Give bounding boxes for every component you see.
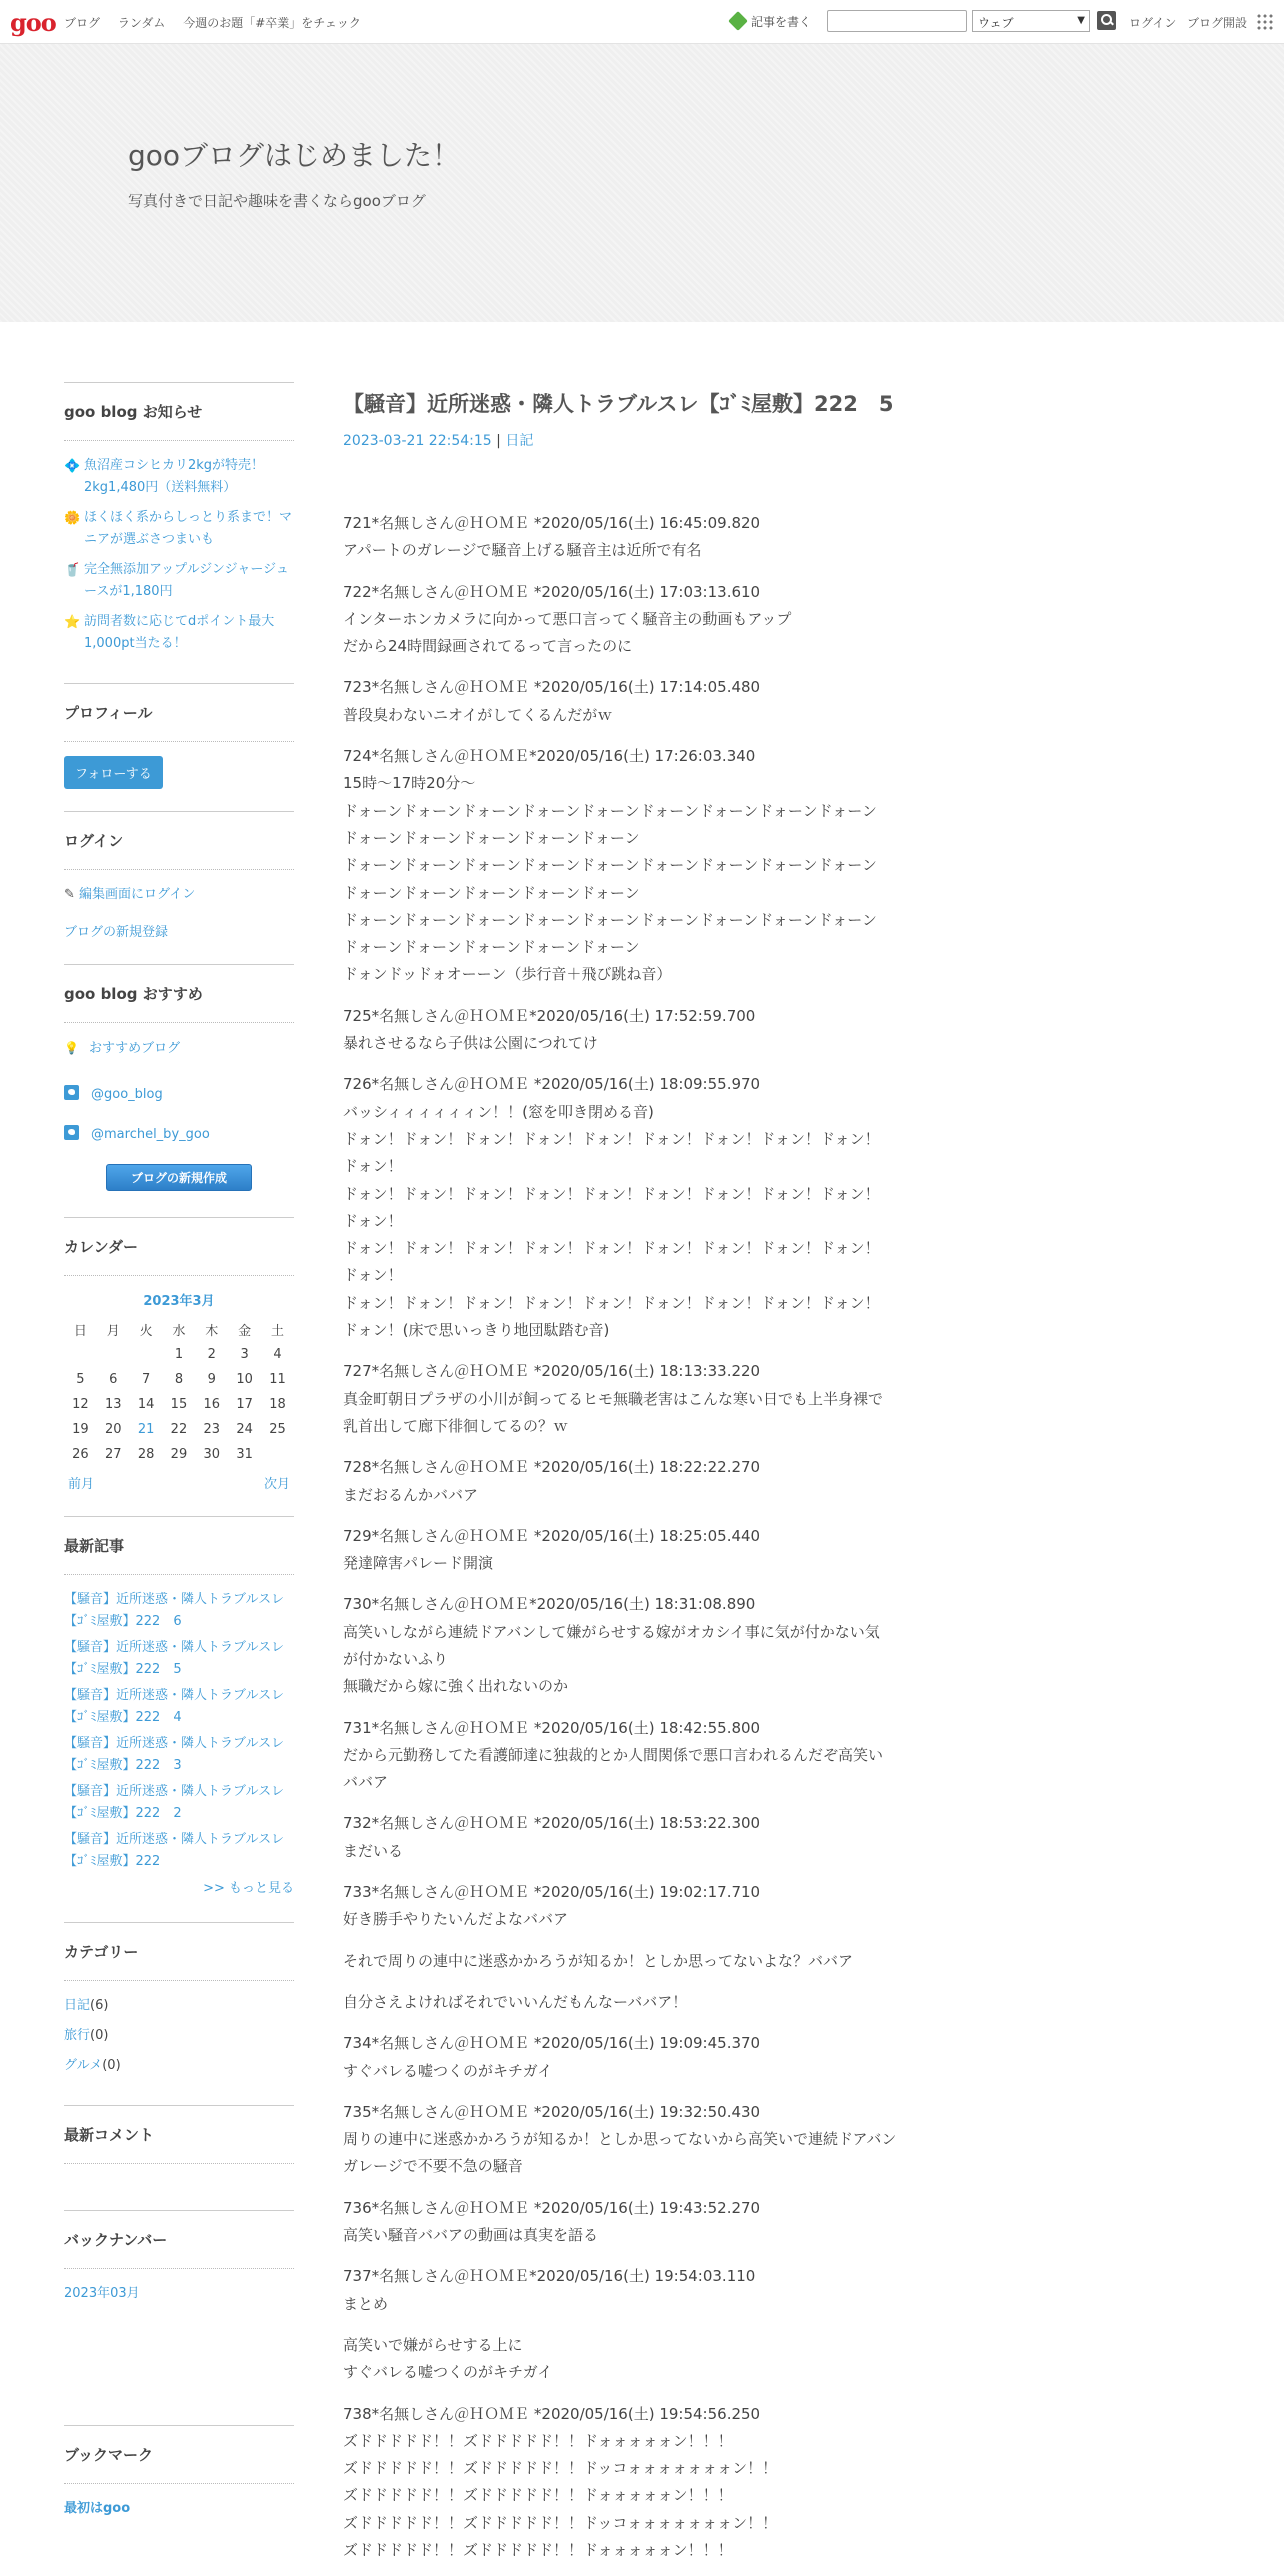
- post-line: ズドドドドド！！ズドドドドド！！ドッコォォォォォォォン！！: [343, 2459, 778, 2478]
- day-cell: 29: [170, 1447, 188, 1462]
- post-line: 722*名無しさん＠ＨＯＭＥ *2020/05/16(土) 17:03:13.610: [343, 582, 761, 601]
- post-line: ドォン！ドォン！ドォン！ドォン！ドォン！ドォン！ドォン！ドォン！ドォン！: [343, 1129, 880, 1148]
- pen-icon: [728, 11, 748, 31]
- post-paragraph: [343, 2099, 943, 2181]
- recent-post-link[interactable]: 【騒音】近所迷惑・隣人トラブルスレ【ｺﾞﾐ屋敷】222 5: [64, 1640, 285, 1677]
- post-line: 725*名無しさん＠ＨＯＭＥ*2020/05/16(土) 17:52:59.700: [343, 1006, 756, 1025]
- post-line: ドォーンドォーンドォーンドォーンドォーン: [343, 828, 640, 847]
- profile-section: [64, 683, 294, 811]
- category-link[interactable]: 日記: [64, 1998, 91, 2013]
- new-blog-button[interactable]: ブログの新規作成: [106, 1164, 252, 1191]
- search-scope-select[interactable]: [972, 10, 1090, 32]
- post-paragraph: [343, 674, 943, 729]
- bookmark-section: [64, 2425, 294, 2520]
- post-line: 高笑いで嫌がらせする上に: [343, 2335, 523, 2354]
- post-line: ドォーンドォーンドォーンドォーンドォーンドォーンドォーンドォーンドォーン: [343, 801, 877, 820]
- calendar-nav: [64, 1467, 294, 1516]
- bookmark-link[interactable]: 最初はgoo: [64, 2501, 131, 2516]
- day-cell: 24: [236, 1422, 253, 1437]
- notice-item[interactable]: [64, 559, 294, 603]
- post-line: ババア: [343, 1773, 389, 1792]
- follow-button[interactable]: フォローする: [64, 756, 163, 789]
- post-line: 726*名無しさん＠ＨＯＭＥ *2020/05/16(土) 18:09:55.970: [343, 1075, 761, 1094]
- post-line: ドォーンドォーンドォーンドォーンドォーン: [343, 938, 640, 957]
- notice-item[interactable]: [64, 611, 294, 655]
- star-icon: ⭐: [64, 615, 81, 630]
- day-cell: 27: [104, 1447, 122, 1462]
- calendar-table: [64, 1317, 294, 1467]
- post-line: 高笑い騒音ババアの動画は真実を語る: [343, 2226, 599, 2245]
- post-line: ドォーンドォーンドォーンドォーンドォーンドォーンドォーンドォーンドォーン: [343, 856, 877, 875]
- twitter-icon: [64, 1085, 79, 1100]
- recent-comments-section: [64, 2105, 294, 2164]
- day-cell: 20: [104, 1422, 122, 1437]
- post-line: 729*名無しさん＠ＨＯＭＥ *2020/05/16(土) 18:25:05.440: [343, 1526, 761, 1545]
- calendar-week-row: [64, 1417, 294, 1442]
- open-blog-link[interactable]: ブログ開設: [1187, 16, 1248, 30]
- post-line: 738*名無しさん＠ＨＯＭＥ *2020/05/16(土) 19:54:56.250: [343, 2404, 761, 2423]
- category-item: [64, 2055, 294, 2077]
- post-line: 731*名無しさん＠ＨＯＭＥ *2020/05/16(土) 18:42:55.800: [343, 1718, 761, 1737]
- post-line: バッシィィィィィィン！！(窓を叩き閉める音): [343, 1102, 654, 1121]
- post-line: 暴れさせるなら子供は公園につれてけ: [343, 1034, 598, 1053]
- login-section: [64, 811, 294, 944]
- blog-header: [0, 44, 1284, 322]
- post-line: 723*名無しさん＠ＨＯＭＥ *2020/05/16(土) 17:14:05.480: [343, 678, 761, 697]
- post-paragraph: [343, 2263, 943, 2318]
- post-paragraph: [343, 2332, 943, 2387]
- calendar-prev-link[interactable]: 前月: [68, 1477, 95, 1492]
- post-line: 発達障害パレード開演: [343, 1554, 494, 1573]
- notice-section: [64, 382, 294, 655]
- calendar-week-row: [64, 1342, 294, 1367]
- backnumber-link[interactable]: 2023年03月: [64, 2286, 140, 2301]
- post-line: が付かないふり: [343, 1649, 449, 1668]
- post-line: だから24時間録画されてるって言ったのに: [343, 637, 633, 656]
- notice-item[interactable]: [64, 455, 294, 499]
- post-line: すぐバレる嘘つくのがキチガイ: [343, 2061, 553, 2080]
- post-line: 734*名無しさん＠ＨＯＭＥ *2020/05/16(土) 19:09:45.370: [343, 2034, 761, 2053]
- post-line: ドォン！ドォン！ドォン！ドォン！ドォン！ドォン！ドォン！ドォン！ドォン！: [343, 1293, 880, 1312]
- post-category-link[interactable]: 日記: [505, 433, 534, 449]
- profile-heading: プロフィール: [64, 684, 294, 742]
- day-cell: 6: [109, 1372, 118, 1387]
- day-cell: 25: [269, 1422, 286, 1437]
- weekday-cell: 月: [106, 1324, 120, 1339]
- search-input[interactable]: [827, 10, 967, 32]
- backnumber-heading: バックナンバー: [64, 2211, 294, 2269]
- post-paragraph: [343, 510, 943, 565]
- weekday-cell: 木: [205, 1324, 219, 1339]
- backnumber-section: [64, 2210, 294, 2305]
- apps-grid-icon[interactable]: [1256, 13, 1274, 31]
- post-line: ドォン！: [343, 1211, 403, 1230]
- post-paragraph: [343, 2030, 943, 2085]
- post-line: それで周りの連中に迷惑かかろうが知るか！としか思ってないよな？ババア: [343, 1951, 854, 1970]
- day-cell: 7: [141, 1372, 151, 1387]
- post-line: 733*名無しさん＠ＨＯＭＥ *2020/05/16(土) 19:02:17.710: [343, 1883, 761, 1902]
- post-paragraph: [343, 1591, 943, 1700]
- post-line: ドォンドッドォオーーン（歩行音＋飛び跳ね音）: [343, 965, 672, 984]
- bookmark-heading: ブックマーク: [64, 2426, 294, 2484]
- diamond-icon: 💠: [64, 459, 81, 474]
- notice-item[interactable]: [64, 507, 294, 551]
- post-title[interactable]: 【騒音】近所迷惑・隣人トラブルスレ【ｺﾞﾐ屋敷】222 5: [343, 392, 894, 416]
- post-line: 730*名無しさん＠ＨＯＭＥ*2020/05/16(土) 18:31:08.890: [343, 1595, 756, 1614]
- post-paragraph: [343, 579, 943, 661]
- day-cell: 10: [236, 1372, 253, 1387]
- category-section: [64, 1922, 294, 2077]
- post-paragraph: [343, 1523, 943, 1578]
- post-line: 735*名無しさん＠ＨＯＭＥ *2020/05/16(土) 19:32:50.430: [343, 2102, 761, 2121]
- recent-post-link[interactable]: 【騒音】近所迷惑・隣人トラブルスレ【ｺﾞﾐ屋敷】222: [64, 1832, 285, 1869]
- day-cell: 22: [170, 1422, 188, 1437]
- day-cell: 2: [207, 1347, 216, 1362]
- top-nav: [64, 14, 375, 31]
- recent-posts-section: [64, 1516, 294, 1896]
- login-heading: ログイン: [64, 812, 294, 870]
- day-cell: 11: [269, 1372, 286, 1387]
- post-paragraph: [343, 1003, 943, 1058]
- post-line: ドォン！: [343, 1266, 403, 1285]
- calendar-heading: カレンダー: [64, 1218, 294, 1276]
- meta-separator: |: [496, 433, 506, 449]
- recommend-item[interactable]: [64, 1124, 294, 1146]
- recommend-section: [64, 964, 294, 1191]
- day-cell: 8: [174, 1372, 184, 1387]
- lightbulb-icon: 💡: [64, 1041, 79, 1055]
- day-cell: [64, 1342, 97, 1367]
- flower-icon: 🌼: [64, 511, 81, 526]
- day-cell: 3: [240, 1347, 249, 1362]
- sidebar: [64, 382, 294, 2528]
- more-posts-link[interactable]: >> もっと見る: [203, 1881, 294, 1896]
- day-cell: 4: [273, 1347, 282, 1362]
- post-line: まとめ: [343, 2294, 389, 2313]
- category-link[interactable]: 旅行: [64, 2028, 91, 2043]
- goo-blog-twitter-link[interactable]: @goo_blog: [91, 1087, 163, 1102]
- calendar-next-link[interactable]: 次月: [263, 1477, 290, 1492]
- search-button[interactable]: [1097, 11, 1116, 30]
- post-line: ズドドドドド！！ズドドドドド！！ドッコォォォォォォォン！！: [343, 2513, 778, 2532]
- post-line: ドォン！ドォン！ドォン！ドォン！ドォン！ドォン！ドォン！ドォン！ドォン！: [343, 1239, 880, 1258]
- calendar-week-row: [64, 1367, 294, 1392]
- post-line: ドォン！(床で思いっきり地団駄踏む音): [343, 1321, 610, 1340]
- nav-weekly-topic[interactable]: 今週のお題「#卒業」をチェック: [183, 16, 361, 30]
- day-cell: 13: [104, 1397, 122, 1412]
- post-line: まだおるんかババア: [343, 1485, 479, 1504]
- notice-heading: goo blog お知らせ: [64, 383, 294, 441]
- day-cell: 12: [72, 1397, 89, 1412]
- post-line: 728*名無しさん＠ＨＯＭＥ *2020/05/16(土) 18:22:22.270: [343, 1458, 761, 1477]
- day-cell: [97, 1342, 130, 1367]
- notice-link[interactable]: 完全無添加アップルジンジャージュースが1,180円: [84, 562, 289, 599]
- recent-post-link[interactable]: 【騒音】近所迷惑・隣人トラブルスレ【ｺﾞﾐ屋敷】222 3: [64, 1736, 285, 1773]
- post-body: [343, 510, 943, 2564]
- post-paragraph: [343, 1715, 943, 1797]
- post-line: 真金町朝日プラザの小川が飼ってるヒモ無職老害はこんな寒い日でも上半身裸で: [343, 1389, 884, 1408]
- post-line: ズドドドドド！！ズドドドドド！！ドォォォォォン！！！: [343, 2486, 733, 2505]
- notice-link[interactable]: 魚沼産コシヒカリ2kgが特売！2kg1,480円（送料無料）: [84, 458, 265, 495]
- edit-login-label: 編集画面にログイン: [79, 887, 196, 902]
- post-line: ドォーンドォーンドォーンドォーンドォーン: [343, 883, 640, 902]
- day-cell: [130, 1342, 163, 1367]
- notice-link[interactable]: ほくほく系からしっとり系まで！マニアが選ぶさつまいも: [84, 510, 293, 547]
- recommend-blogs-link[interactable]: おすすめブログ: [88, 1041, 181, 1056]
- post-line: 732*名無しさん＠ＨＯＭＥ *2020/05/16(土) 18:53:22.300: [343, 1814, 761, 1833]
- weekday-cell: 水: [172, 1324, 186, 1339]
- post-paragraph: [343, 2401, 943, 2565]
- drink-icon: 🥤: [64, 563, 81, 578]
- category-count: (0): [102, 2058, 121, 2073]
- post-paragraph: [343, 1454, 943, 1509]
- recent-post-link[interactable]: 【騒音】近所迷惑・隣人トラブルスレ【ｺﾞﾐ屋敷】222 6: [64, 1592, 285, 1629]
- post-date[interactable]: 2023-03-21 22:54:15: [343, 433, 492, 449]
- weekday-cell: 日: [73, 1324, 87, 1339]
- category-item: [64, 2025, 294, 2047]
- nav-blog[interactable]: ブログ: [64, 16, 101, 30]
- day-cell: 23: [203, 1422, 221, 1437]
- recent-post-link[interactable]: 【騒音】近所迷惑・隣人トラブルスレ【ｺﾞﾐ屋敷】222 2: [64, 1784, 285, 1821]
- post-meta: [343, 430, 943, 450]
- day-cell: 28: [137, 1447, 155, 1462]
- calendar-section: [64, 1217, 294, 1516]
- post-paragraph: [343, 1071, 943, 1344]
- day-cell: 17: [236, 1397, 253, 1412]
- post-line: 高笑いしながら連続ドアバンして嫌がらせする嫁がオカシイ事に気が付かない気: [343, 1622, 880, 1641]
- day-cell: 26: [72, 1447, 89, 1462]
- post-line: 乳首出して廊下徘徊してるの？ｗ: [343, 1416, 569, 1435]
- weekday-cell: 金: [238, 1324, 252, 1339]
- post-line: だから元勤務してた看護師達に独裁的とか人間関係で悪口言われるんだぞ高笑い: [343, 1745, 884, 1764]
- calendar-week-row: [64, 1392, 294, 1417]
- category-heading: カテゴリー: [64, 1923, 294, 1981]
- recommend-heading: goo blog おすすめ: [64, 965, 294, 1023]
- day-cell: 15: [170, 1397, 188, 1412]
- day-cell: 31: [236, 1447, 253, 1462]
- post-paragraph: [343, 743, 943, 989]
- top-bar: [0, 0, 1284, 44]
- post-line: ドォーンドォーンドォーンドォーンドォーンドォーンドォーンドォーンドォーン: [343, 910, 877, 929]
- calendar-month[interactable]: 2023年3月: [143, 1294, 215, 1309]
- post-paragraph: [343, 1358, 943, 1440]
- post-line: 724*名無しさん＠ＨＯＭＥ*2020/05/16(土) 17:26:03.340: [343, 747, 756, 766]
- post-line: 普段臭わないニオイがしてくるんだがｗ: [343, 705, 613, 724]
- post-line: ズドドドドド！！ズドドドドド！！ドォォォォォン！！！: [343, 2431, 733, 2450]
- post-line: 自分さえよければそれでいいんだもんなーババア！: [343, 1992, 688, 2011]
- post-paragraph: [343, 1879, 943, 1934]
- blog-subtitle: 写真付きで日記や趣味を書くならgooブログ: [128, 192, 426, 210]
- recent-posts-heading: 最新記事: [64, 1517, 294, 1575]
- write-post-link[interactable]: [731, 13, 811, 30]
- day-cell: 19: [72, 1422, 89, 1437]
- login-link[interactable]: ログイン: [1129, 16, 1177, 30]
- marchel-twitter-link[interactable]: @marchel_by_goo: [91, 1127, 210, 1142]
- day-cell: 5: [76, 1372, 85, 1387]
- chevron-down-icon: ▼: [1077, 15, 1085, 26]
- calendar-weekday-row: [64, 1317, 294, 1342]
- post-line: すぐバレる嘘つくのがキチガイ: [343, 2363, 553, 2382]
- day-cell-linked[interactable]: 21: [137, 1422, 155, 1437]
- blog-title[interactable]: gooブログはじめました！: [128, 139, 461, 172]
- post-paragraph: [343, 1948, 943, 1975]
- post-line: 737*名無しさん＠ＨＯＭＥ*2020/05/16(土) 19:54:03.110: [343, 2267, 756, 2286]
- post-line: 15時～17時20分～: [343, 774, 476, 793]
- post-line: ドォン！ドォン！ドォン！ドォン！ドォン！ドォン！ドォン！ドォン！ドォン！: [343, 1184, 880, 1203]
- post-line: 721*名無しさん＠ＨＯＭＥ *2020/05/16(土) 16:45:09.820: [343, 514, 761, 532]
- post-paragraph: [343, 1810, 943, 1865]
- day-cell: 1: [174, 1347, 184, 1362]
- notice-link[interactable]: 訪問者数に応じてdポイント最大1,000pt当たる！: [84, 614, 275, 651]
- post-paragraph: [343, 1989, 943, 2016]
- category-count: (6): [90, 1998, 109, 2013]
- write-post-label: 記事を書く: [751, 15, 812, 29]
- recommend-item[interactable]: [64, 1084, 294, 1106]
- day-cell: [261, 1442, 294, 1467]
- category-item: [64, 1995, 294, 2017]
- edit-login-link[interactable]: [64, 884, 294, 906]
- day-cell: 18: [269, 1397, 286, 1412]
- search-scope-value: ウェブ: [978, 16, 1014, 30]
- recommend-item[interactable]: [64, 1037, 294, 1060]
- category-link[interactable]: グルメ: [64, 2058, 103, 2073]
- recent-comments-heading: 最新コメント: [64, 2106, 294, 2164]
- post-line: アパートのガレージで騒音上げる騒音主は近所で有名: [343, 541, 702, 560]
- day-cell: 14: [137, 1397, 155, 1412]
- recent-post-link[interactable]: 【騒音】近所迷惑・隣人トラブルスレ【ｺﾞﾐ屋敷】222 4: [64, 1688, 285, 1725]
- post-line: 727*名無しさん＠ＨＯＭＥ *2020/05/16(土) 18:13:33.220: [343, 1362, 761, 1381]
- goo-logo[interactable]: goo: [10, 8, 56, 37]
- twitter-icon: [64, 1125, 79, 1140]
- calendar-week-row: [64, 1442, 294, 1467]
- main-content: [343, 382, 943, 2568]
- post-line: ドォン！: [343, 1157, 403, 1176]
- day-cell: 9: [207, 1372, 216, 1387]
- weekday-cell: 火: [139, 1324, 153, 1339]
- post-line: ガレージで不要不急の騒音: [343, 2157, 523, 2176]
- post-line: 周りの連中に迷惑かかろうが知るか！としか思ってないから高笑いで連続ドアバン: [343, 2130, 897, 2149]
- day-cell: 16: [203, 1397, 221, 1412]
- post-line: ズドドドドド！！ズドドドドド！！ドォォォォォン！！！: [343, 2541, 733, 2559]
- post-line: 736*名無しさん＠ＨＯＭＥ *2020/05/16(土) 19:43:52.270: [343, 2198, 761, 2217]
- category-count: (0): [90, 2028, 109, 2043]
- post-line: 好き勝手やりたいんだよなババア: [343, 1910, 569, 1929]
- post-line: まだいる: [343, 1841, 404, 1860]
- pencil-icon: ✎: [64, 887, 80, 902]
- register-link[interactable]: ブログの新規登録: [64, 925, 169, 940]
- nav-random[interactable]: ランダム: [117, 16, 166, 30]
- post-paragraph: [343, 2195, 943, 2250]
- day-cell: 30: [203, 1447, 221, 1462]
- weekday-cell: 土: [271, 1324, 285, 1339]
- post-line: 無職だから嫁に強く出れないのか: [343, 1677, 569, 1696]
- post-line: インターホンカメラに向かって悪口言ってく騒音主の動画もアップ: [343, 609, 792, 628]
